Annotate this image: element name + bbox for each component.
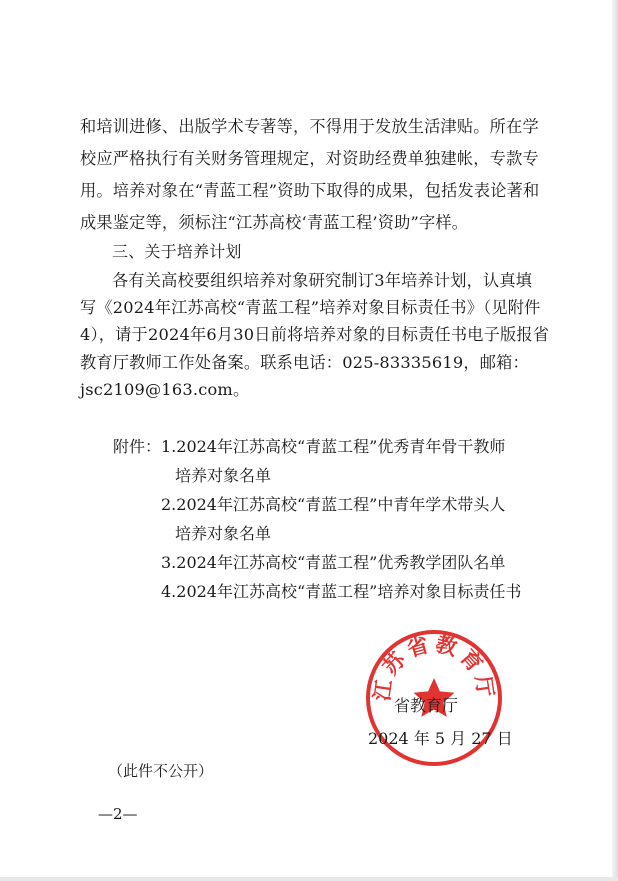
page-edge-bottom [0,877,618,881]
body-line-7: 写《2024年江苏高校“青蓝工程”培养对象目标责任书》（见附件 [80,298,541,317]
body-line-2: 校应严格执行有关财务管理规定，对资助经费单独建帐，专款专 [80,149,539,168]
attachment-item-1-cont: 培养对象名单 [175,466,272,485]
body-line-8: 4），请于2024年6月30日前将培养对象的目标责任书电子版报省 [80,325,550,344]
issue-date: 2024 年 5 月 27 日 [368,729,513,748]
page-edge-right [612,0,618,881]
attachments-label: 附件： [113,437,162,456]
section-heading: 三、关于培养计划 [112,242,242,261]
attachment-item-3: 3.2024年江苏高校“青蓝工程”优秀教学团队名单 [161,553,506,572]
attachment-item-4: 4.2024年江苏高校“青蓝工程”培养对象目标责任书 [161,582,522,601]
issuing-authority: 省教育厅 [394,696,459,715]
attachment-item-2-cont: 培养对象名单 [175,524,272,543]
email-line: jsc2109@163.com。 [80,380,250,399]
body-line-9: 教育厅教师工作处备案。联系电话：025-83335619，邮箱： [80,353,529,372]
body-line-1: 和培训进修、出版学术专著等，不得用于发放生活津贴。所在学 [80,117,539,136]
body-line-4: 成果鉴定等，须标注“江苏高校‘青蓝工程’资助”字样。 [80,213,469,232]
body-line-6: 各有关高校要组织培养对象研究制订3年培养计划，认真填 [112,271,533,290]
page-number: —2— [98,805,138,823]
seal-text: 江苏省教育厅 [369,631,499,703]
attachment-item-1: 1.2024年江苏高校“青蓝工程”优秀青年骨干教师 [161,437,506,456]
confidentiality-note: （此件不公开） [108,762,214,780]
attachment-item-2: 2.2024年江苏高校“青蓝工程”中青年学术带头人 [161,495,506,514]
body-line-3: 用。培养对象在“青蓝工程”资助下取得的成果，包括发表论著和 [80,181,540,200]
